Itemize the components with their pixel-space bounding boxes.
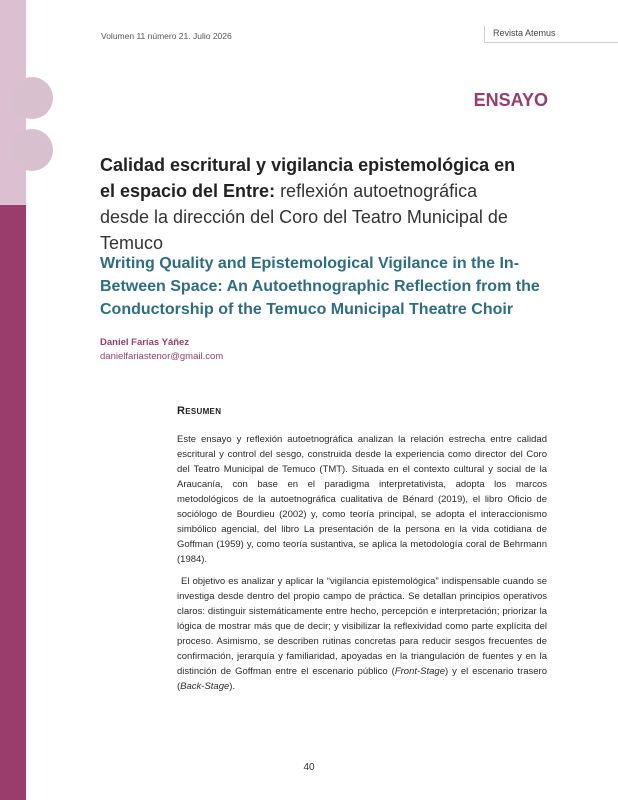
- page-number: 40: [303, 762, 315, 773]
- abstract-text: El objetivo es analizar y aplicar la “vigilancia epistemológica” indispensable cuando se investiga desde dentro del propio campo de práctica. Se detallan principios operativos claros: distinguir sistemáticamente entre hecho, percepción e interpretación; priorizar la lógica de mostrar más que de decir; y visibilizar la reflexividad como parte explícita del proceso. Asimismo, se describen rutinas concretas para reducir sesgos frecuentes de confirmación, jerarquía y familiaridad, apoyadas en la triangulación de fuentes y en la distinción de Goffman entre el escenario público (: [177, 576, 547, 677]
- abstract-paragraph-2: [177, 574, 547, 694]
- author-email[interactable]: danielfariastenor@gmail.com: [100, 351, 224, 362]
- title-english-main: Writing Quality and Epistemological Vigilance in the In-Between Space:: [100, 255, 520, 295]
- volume-info: Volumen 11 número 21. Julio 2026: [101, 31, 232, 41]
- author-name: Daniel Farías Yáñez: [100, 337, 190, 348]
- journal-name-box: [484, 26, 618, 43]
- title-english: [100, 252, 550, 321]
- abstract-term: Front-Stage: [394, 666, 445, 677]
- decorative-circle: [11, 129, 53, 171]
- decorative-band-dark: [0, 205, 26, 800]
- title-spanish-main: Calidad escritural y vigilancia epistemológica en el espacio del Entre:: [100, 155, 516, 201]
- abstract-paragraph-1: Este ensayo y reflexión autoetnográfica analizan la relación estrecha entre calidad escritural y control del sesgo, construida desde la experiencia como director del Coro del Teatro Municipal de Temuco (TMT). Situada en el contexto cultural y social de la Araucanía, con base en el paradigma interpretativista, adopta los marcos metodológicos de la autoetnográfica cualitativa de Bénard (2019), el libro Oficio de sociólogo de Bourdieu (2002) y, como teoría principal, se adopta el interaccionismo simbólico agencial, del libro La presentación de la persona en la vida cotidiana de Goffman (1959) y, como teoría sustantiva, se aplica la metodología coral de Behrmann (1984).: [177, 434, 547, 565]
- abstract-term: Back-Stage: [180, 681, 230, 692]
- abstract-text: ).: [229, 681, 236, 692]
- title-spanish: [100, 152, 530, 256]
- title-spanish-sub: reflexión autoetnográfica desde la dirección del Coro del Teatro Municipal de Temuco: [100, 181, 508, 253]
- abstract-heading: Resumen: [177, 405, 222, 417]
- journal-name: Revista Atemus: [493, 28, 556, 38]
- decorative-circle: [11, 77, 53, 119]
- title-english-sub: An Autoethnographic Reflection from the Conductorship of the Temuco Municipal Theatre Choir: [100, 278, 540, 318]
- section-label: ENSAYO: [473, 90, 548, 110]
- abstract-text: ) y el escenario trasero (: [177, 666, 547, 692]
